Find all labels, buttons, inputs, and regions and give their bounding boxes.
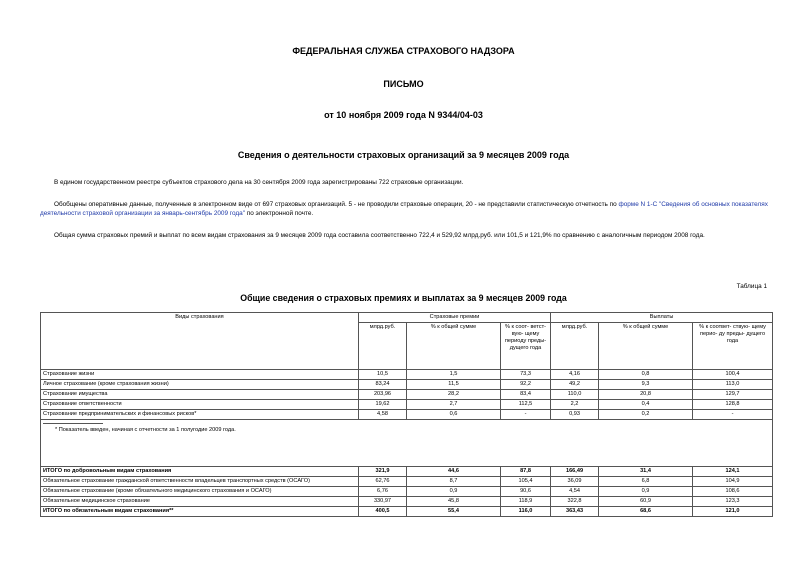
row-value: 10,5: [359, 370, 407, 380]
row-value: 113,0: [693, 380, 773, 390]
table-number: Таблица 1: [736, 283, 767, 290]
row-value: 108,6: [693, 487, 773, 497]
row-value: 55,4: [407, 507, 501, 517]
row-value: 0,6: [407, 410, 501, 420]
row-value: 83,24: [359, 380, 407, 390]
row-value: 0,4: [599, 400, 693, 410]
row-kind: ИТОГО по добровольным видам страхования: [41, 467, 359, 477]
footnote-divider: [43, 423, 103, 424]
row-value: 166,49: [551, 467, 599, 477]
row-value: 31,4: [599, 467, 693, 477]
row-value: 330,97: [359, 497, 407, 507]
table-row: [41, 477, 773, 487]
table-row: [41, 400, 773, 410]
row-value: 124,1: [693, 467, 773, 477]
table-title: Общие сведения о страховых премиях и выплатах за 9 месяцев 2009 года: [240, 293, 567, 303]
row-value: 2,7: [407, 400, 501, 410]
paragraph-registry: В едином государственном реестре субъектов страхового дела на 30 сентября 2009 года зарегистрированы 722 страховые организации.: [54, 179, 464, 186]
row-value: 36,09: [551, 477, 599, 487]
form-link[interactable]: форме N 1-С "Сведения об основных показателях деятельности страховой организации за январь-сентябрь 2009 года": [40, 201, 768, 217]
sub-premiums-amount: млрд.руб.: [359, 323, 407, 370]
table-row: [41, 370, 773, 380]
row-value: 121,0: [693, 507, 773, 517]
row-value: 28,2: [407, 390, 501, 400]
table-row: [41, 390, 773, 400]
sub-payouts-amount: млрд.руб.: [551, 323, 599, 370]
doc-date: от 10 ноября 2009 года N 9344/04-03: [324, 110, 483, 120]
row-value: 6,8: [599, 477, 693, 487]
row-value: 11,5: [407, 380, 501, 390]
footnote-row: [41, 420, 773, 467]
table-row: [41, 487, 773, 497]
row-value: 203,96: [359, 390, 407, 400]
row-value: 1,5: [407, 370, 501, 380]
row-value: 4,58: [359, 410, 407, 420]
row-value: 92,2: [501, 380, 551, 390]
table-row: [41, 467, 773, 477]
header-payouts: Выплаты: [551, 313, 773, 323]
row-value: 8,7: [407, 477, 501, 487]
header-premiums: Страховые премии: [359, 313, 551, 323]
row-kind: Страхование ответственности: [41, 400, 359, 410]
paragraph-data-tail: по электронной почте.: [244, 210, 314, 217]
row-value: 0,2: [599, 410, 693, 420]
insurance-table: [40, 312, 773, 517]
row-kind: Обязательное медицинское страхование: [41, 497, 359, 507]
table-row: [41, 497, 773, 507]
row-kind: Обязательное страхование гражданской ответственности владельцев транспортных средств (ОСАГО): [41, 477, 359, 487]
row-value: 6,76: [359, 487, 407, 497]
row-value: 0,8: [599, 370, 693, 380]
row-value: 68,6: [599, 507, 693, 517]
row-value: 110,0: [551, 390, 599, 400]
row-value: 60,9: [599, 497, 693, 507]
footnote-text: * Показатель введен, начиная с отчетности за 1 полугодие 2009 года.: [55, 427, 236, 433]
table-row: [41, 380, 773, 390]
row-value: -: [501, 410, 551, 420]
doc-type: ПИСЬМО: [383, 79, 424, 89]
row-kind: Страхование имущества: [41, 390, 359, 400]
row-value: 112,5: [501, 400, 551, 410]
row-value: 116,0: [501, 507, 551, 517]
row-value: 49,2: [551, 380, 599, 390]
row-value: 4,54: [551, 487, 599, 497]
sub-payouts-prev: % к соответ- ствую- щему перио- ду преды- дущего года: [693, 323, 773, 370]
row-value: 9,3: [599, 380, 693, 390]
row-value: 400,5: [359, 507, 407, 517]
row-value: 87,8: [501, 467, 551, 477]
row-value: 128,8: [693, 400, 773, 410]
row-value: 363,43: [551, 507, 599, 517]
paragraph-totals: Общая сумма страховых премий и выплат по всем видам страхования за 9 месяцев 2009 года составила соответственно 722,4 и 529,92 млрд.руб. или 101,5 и 121,9% по сравнению с аналогичным периодом 2008 года.: [54, 232, 705, 239]
insurance-table-body: [41, 313, 773, 517]
row-value: -: [693, 410, 773, 420]
row-value: 0,93: [551, 410, 599, 420]
row-value: 90,6: [501, 487, 551, 497]
sub-payouts-share: % к общей сумме: [599, 323, 693, 370]
row-value: 4,16: [551, 370, 599, 380]
row-value: 62,76: [359, 477, 407, 487]
agency-title: ФЕДЕРАЛЬНАЯ СЛУЖБА СТРАХОВОГО НАДЗОРА: [292, 46, 515, 56]
row-value: 0,9: [407, 487, 501, 497]
table-header-row: [41, 313, 773, 323]
row-value: 20,8: [599, 390, 693, 400]
row-value: 129,7: [693, 390, 773, 400]
table-row: [41, 410, 773, 420]
row-value: 19,62: [359, 400, 407, 410]
row-value: 83,4: [501, 390, 551, 400]
row-value: 45,8: [407, 497, 501, 507]
row-kind: ИТОГО по обязательным видам страхования**: [41, 507, 359, 517]
row-kind: Личное страхование (кроме страхования жизни): [41, 380, 359, 390]
row-value: 44,6: [407, 467, 501, 477]
row-value: 321,9: [359, 467, 407, 477]
row-value: 0,9: [599, 487, 693, 497]
row-value: 100,4: [693, 370, 773, 380]
row-kind: Обязательное страхование (кроме обязательного медицинского страхования и ОСАГО): [41, 487, 359, 497]
row-value: 123,3: [693, 497, 773, 507]
row-value: 73,3: [501, 370, 551, 380]
table-row: [41, 507, 773, 517]
row-value: 118,9: [501, 497, 551, 507]
footnote-cell: [41, 420, 773, 467]
paragraph-data-text: Обобщены оперативные данные, полученные в электронном виде от 697 страховых организаций. 5 - не проводили страховые операции, 20 - не представили статистическую отчетность по: [54, 201, 619, 208]
row-value: 104,9: [693, 477, 773, 487]
sub-premiums-prev: % к соот- ветст- вую- щему периоду преды- дущего года: [501, 323, 551, 370]
row-value: 322,8: [551, 497, 599, 507]
row-value: 105,4: [501, 477, 551, 487]
header-kind: Виды страхования: [41, 313, 359, 370]
sub-premiums-share: % к общей сумме: [407, 323, 501, 370]
row-kind: Страхование предпринимательских и финансовых рисков*: [41, 410, 359, 420]
doc-subject: Сведения о деятельности страховых организаций за 9 месяцев 2009 года: [237, 150, 570, 160]
row-kind: Страхование жизни: [41, 370, 359, 380]
paragraph-data: [40, 200, 770, 218]
row-value: 2,2: [551, 400, 599, 410]
